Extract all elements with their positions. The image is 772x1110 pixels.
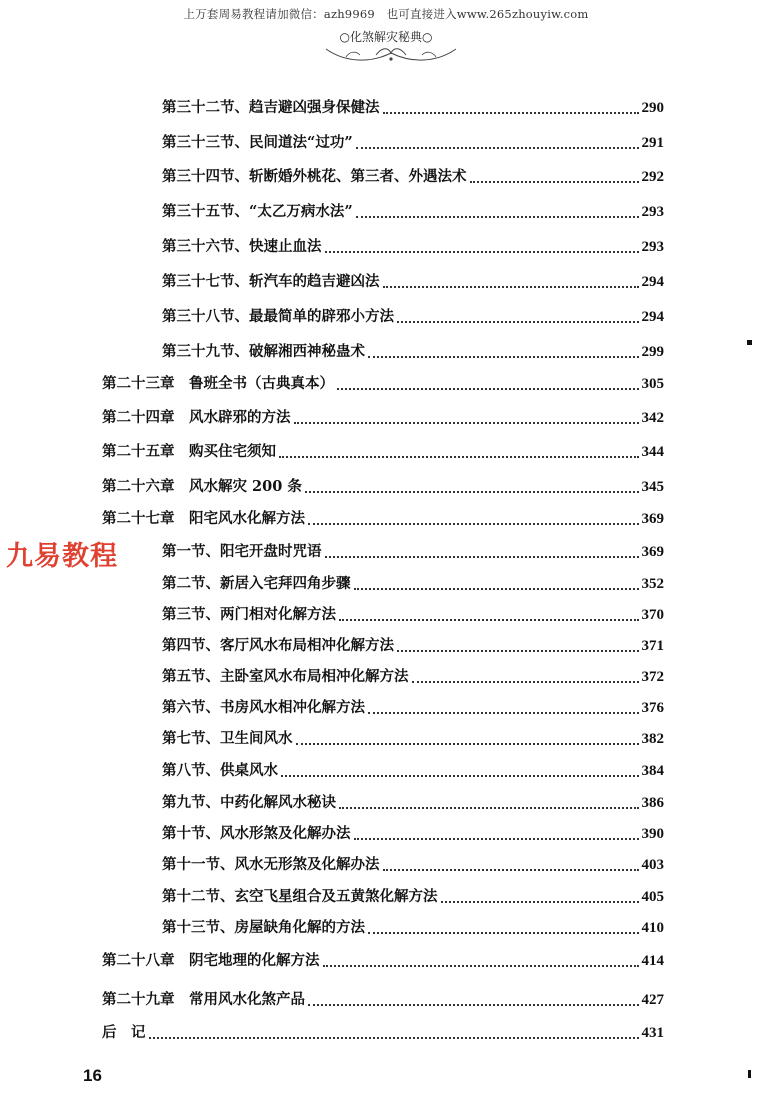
toc-entry[interactable] [102,945,664,971]
toc-entry-title: 第三十七节、斩汽车的趋吉避凶法 [162,273,380,290]
toc-leader-dots [441,901,639,903]
toc-entry-page: 403 [641,857,664,873]
toc-entry-title: 第三十五节、“太乙万病水法” [162,203,353,220]
toc-entry-title: 第五节、主卧室风水布局相冲化解方法 [162,668,409,685]
toc-leader-dots [308,523,639,525]
toc-entry[interactable] [102,471,664,497]
toc-entry-title: 第三十四节、斩断婚外桃花、第三者、外遇法术 [162,168,467,185]
toc-entry-title: 第二十四章 风水辟邪的方法 [102,409,291,426]
toc-entry-page: 431 [641,1025,664,1041]
toc-entry[interactable] [162,127,664,153]
toc-entry[interactable] [162,849,664,875]
toc-entry-page: 390 [641,826,664,842]
toc-leader-dots [339,807,639,809]
toc-entry[interactable] [162,92,664,118]
toc-entry[interactable] [162,755,664,781]
toc-entry-page: 292 [641,169,664,185]
toc-entry-page: 345 [641,479,664,495]
toc-entry-title: 第九节、中药化解风水秘诀 [162,794,336,811]
toc-entry-page: 369 [641,511,664,527]
toc-entry-title: 第二十九章 常用风水化煞产品 [102,991,305,1008]
scan-speck [747,340,752,345]
toc-leader-dots [308,1004,639,1006]
toc-entry-title: 后 记 [102,1024,146,1041]
toc-leader-dots [412,681,639,683]
toc-entry-page: 376 [641,700,664,716]
toc-entry-page: 290 [641,100,664,116]
toc-leader-dots [323,965,639,967]
toc-leader-dots [294,422,639,424]
flourish-ornament-icon [316,41,466,67]
toc-leader-dots [368,712,639,714]
toc-leader-dots [397,650,639,652]
toc-leader-dots [325,251,639,253]
toc-entry-title: 第二十六章 风水解灾 200 条 [102,478,302,495]
toc-leader-dots [368,356,639,358]
toc-entry-page: 352 [641,576,664,592]
toc-entry[interactable] [162,196,664,222]
toc-entry[interactable] [162,723,664,749]
toc-leader-dots [470,181,639,183]
toc-entry-title: 第四节、客厅风水布局相冲化解方法 [162,637,394,654]
toc-entry[interactable] [162,231,664,257]
toc-entry-title: 第三十二节、趋吉避凶强身保健法 [162,99,380,116]
toc-entry-title: 第二十八章 阴宅地理的化解方法 [102,952,320,969]
toc-entry[interactable] [162,630,664,656]
toc-entry-title: 第七节、卫生间风水 [162,730,293,747]
toc-entry-page: 291 [641,135,664,151]
toc-entry-page: 299 [641,344,664,360]
toc-leader-dots [397,321,639,323]
toc-entry[interactable] [102,436,664,462]
toc-entry-page: 382 [641,731,664,747]
toc-entry[interactable] [162,881,664,907]
toc-entry-page: 370 [641,607,664,623]
toc-entry[interactable] [162,787,664,813]
toc-leader-dots [356,216,639,218]
toc-entry[interactable] [162,661,664,687]
toc-entry-title: 第三节、两门相对化解方法 [162,606,336,623]
toc-entry[interactable] [162,536,664,562]
toc-entry[interactable] [102,503,664,529]
toc-leader-dots [354,588,639,590]
toc-entry-title: 第十二节、玄空飞星组合及五黄煞化解方法 [162,888,438,905]
toc-entry-title: 第十节、风水形煞及化解办法 [162,825,351,842]
toc-entry[interactable] [162,568,664,594]
toc-entry-page: 427 [641,992,664,1008]
toc-leader-dots [325,556,639,558]
toc-leader-dots [383,112,639,114]
toc-entry-page: 342 [641,410,664,426]
toc-entry[interactable] [102,402,664,428]
toc-entry-title: 第八节、供桌风水 [162,762,278,779]
toc-leader-dots [383,869,639,871]
toc-entry-page: 344 [641,444,664,460]
toc-entry[interactable] [162,336,664,362]
running-head: ○化煞解灾秘典○ [339,30,433,44]
scan-speck [748,1070,751,1078]
toc-entry-page: 294 [641,309,664,325]
toc-entry-page: 293 [641,239,664,255]
toc-entry-page: 410 [641,920,664,936]
toc-leader-dots [339,619,639,621]
watermark-stamp: 九易教程 [6,541,118,572]
toc-entry-page: 372 [641,669,664,685]
watermark-text: 上万套周易教程请加微信：azh9969 也可直接进入www.265zhouyiw.com [183,7,589,21]
toc-entry-page: 386 [641,795,664,811]
toc-leader-dots [337,388,639,390]
toc-leader-dots [356,147,639,149]
toc-entry[interactable] [162,818,664,844]
toc-entry[interactable] [162,161,664,187]
toc-entry-title: 第三十九节、破解湘西神秘蛊术 [162,343,365,360]
toc-entry-title: 第三十六节、快速止血法 [162,238,322,255]
toc-entry[interactable] [162,266,664,292]
toc-entry[interactable] [102,1017,664,1043]
toc-entry[interactable] [162,912,664,938]
toc-entry-title: 第二节、新居入宅拜四角步骤 [162,575,351,592]
toc-leader-dots [296,743,639,745]
toc-leader-dots [149,1037,639,1039]
toc-entry-page: 414 [641,953,664,969]
toc-entry-title: 第十三节、房屋缺角化解的方法 [162,919,365,936]
toc-entry-title: 第一节、阳宅开盘时咒语 [162,543,322,560]
toc-entry-title: 第二十三章 鲁班全书（古典真本） [102,375,334,392]
toc-entry-page: 305 [641,376,664,392]
toc-leader-dots [281,775,639,777]
toc-entry-page: 371 [641,638,664,654]
toc-entry[interactable] [162,301,664,327]
toc-entry[interactable] [162,599,664,625]
toc-entry-title: 第十一节、风水无形煞及化解办法 [162,856,380,873]
toc-entry-title: 第三十八节、最最简单的辟邪小方法 [162,308,394,325]
toc-leader-dots [354,838,639,840]
toc-entry-title: 第三十三节、民间道法“过功” [162,134,353,151]
toc-entry-page: 405 [641,889,664,905]
toc-entry-title: 第二十七章 阳宅风水化解方法 [102,510,305,527]
toc-entry-title: 第二十五章 购买住宅须知 [102,443,276,460]
toc-leader-dots [368,932,639,934]
toc-entry-page: 294 [641,274,664,290]
toc-leader-dots [383,286,639,288]
toc-entry[interactable] [102,368,664,394]
toc-leader-dots [305,491,639,493]
toc-entry-page: 369 [641,544,664,560]
toc-entry[interactable] [162,692,664,718]
toc-entry-page: 293 [641,204,664,220]
toc-leader-dots [279,456,639,458]
toc-entry[interactable] [102,984,664,1010]
page-number: 16 [83,1066,102,1085]
toc-entry-page: 384 [641,763,664,779]
toc-entry-title: 第六节、书房风水相冲化解方法 [162,699,365,716]
